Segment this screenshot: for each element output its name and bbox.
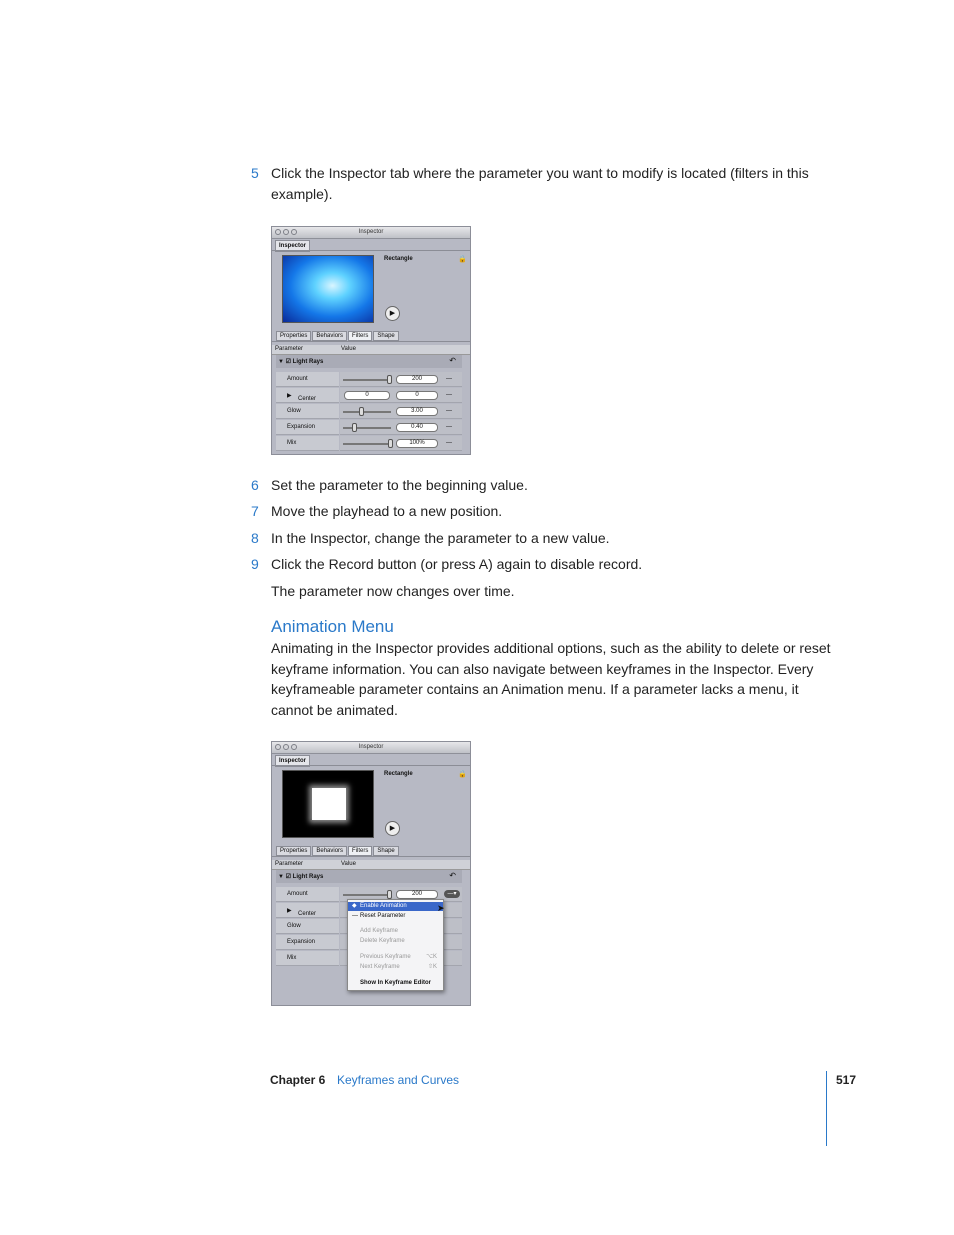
filter-label: ▼ ☑ Light Rays bbox=[278, 359, 324, 365]
slider-thumb[interactable] bbox=[352, 423, 357, 432]
param-name: Expansion bbox=[287, 424, 316, 430]
animation-menu-button[interactable]: —▾ bbox=[444, 890, 460, 898]
title-bar bbox=[272, 742, 470, 754]
play-icon[interactable]: ▶ bbox=[385, 306, 400, 321]
result-text: The parameter now changes over time. bbox=[271, 583, 515, 599]
preview-thumbnail bbox=[282, 255, 374, 323]
step-number: 5 bbox=[251, 165, 259, 181]
param-name: ▶ Center bbox=[287, 393, 317, 402]
amount-slider[interactable] bbox=[343, 894, 391, 896]
animation-menu-icon[interactable]: — bbox=[446, 424, 452, 430]
object-name: Rectangle bbox=[384, 256, 413, 262]
column-header bbox=[272, 345, 470, 355]
reset-icon[interactable]: ↶ bbox=[449, 356, 456, 365]
param-name: Glow bbox=[287, 923, 301, 929]
footer-divider bbox=[826, 1071, 827, 1146]
lock-icon[interactable]: 🔒 bbox=[458, 771, 467, 778]
footer-chapter: Chapter 6 bbox=[270, 1073, 326, 1087]
shortcut: ⇧K bbox=[427, 964, 437, 970]
window-title: Inspector bbox=[358, 229, 384, 235]
animation-menu-icon[interactable]: — bbox=[446, 376, 452, 382]
tab-shape[interactable]: Shape bbox=[373, 331, 398, 341]
center-y-field[interactable]: 0 bbox=[396, 391, 438, 400]
step-text: Click the Inspector tab where the parameter you want to modify is located (filters in this example). bbox=[271, 165, 809, 202]
expansion-slider[interactable] bbox=[343, 427, 391, 429]
glow-slider[interactable] bbox=[343, 411, 391, 413]
tab-shape[interactable]: Shape bbox=[373, 846, 398, 856]
param-name: Mix bbox=[287, 955, 297, 961]
param-name: ▶ Center bbox=[287, 908, 317, 917]
slider-thumb[interactable] bbox=[359, 407, 364, 416]
tab-inspector[interactable]: Inspector bbox=[275, 240, 310, 252]
animation-popup-menu bbox=[347, 899, 444, 991]
param-row-center bbox=[276, 388, 462, 403]
tab-filters[interactable]: Filters bbox=[348, 331, 372, 341]
param-name: Amount bbox=[287, 891, 308, 897]
inspector-subtabs bbox=[276, 331, 400, 341]
col-parameter: Parameter bbox=[275, 861, 304, 867]
menu-item-enable-animation[interactable]: ◆ Enable Animation bbox=[348, 902, 443, 911]
tab-properties[interactable]: Properties bbox=[276, 846, 311, 856]
step-text: Click the Record button (or press A) again to disable record. bbox=[271, 556, 643, 572]
amount-slider[interactable] bbox=[343, 379, 391, 381]
param-row-mix bbox=[276, 436, 462, 451]
slider-thumb[interactable] bbox=[387, 890, 392, 899]
mix-slider[interactable] bbox=[343, 443, 391, 445]
param-name: Expansion bbox=[287, 939, 316, 945]
menu-item-reset-parameter[interactable]: — Reset Parameter bbox=[352, 913, 406, 919]
center-x-field[interactable]: 0 bbox=[344, 391, 390, 400]
section-heading: Animation Menu bbox=[271, 617, 394, 636]
expansion-value-field[interactable]: 0.40 bbox=[396, 423, 438, 432]
tab-inspector[interactable]: Inspector bbox=[275, 755, 310, 767]
tab-properties[interactable]: Properties bbox=[276, 331, 311, 341]
step-number: 6 bbox=[251, 477, 259, 493]
slider-thumb[interactable] bbox=[387, 375, 392, 384]
menu-item-next-keyframe[interactable]: Next Keyframe ⇧K bbox=[360, 964, 437, 970]
reset-icon[interactable]: ↶ bbox=[449, 871, 456, 880]
animation-menu-icon[interactable]: — bbox=[446, 392, 452, 398]
param-name: Mix bbox=[287, 440, 297, 446]
menu-item-add-keyframe[interactable]: Add Keyframe bbox=[360, 928, 399, 934]
step-number: 8 bbox=[251, 530, 259, 546]
amount-value-field[interactable]: 200 bbox=[396, 375, 438, 384]
inspector-screenshot-filters bbox=[271, 226, 471, 455]
preview-thumbnail bbox=[282, 770, 374, 838]
lock-icon[interactable]: 🔒 bbox=[458, 256, 467, 263]
slider-thumb[interactable] bbox=[388, 439, 393, 448]
animation-menu-icon[interactable]: — bbox=[446, 440, 452, 446]
filter-label: ▼ ☑ Light Rays bbox=[278, 874, 324, 880]
window-title: Inspector bbox=[358, 744, 384, 750]
filter-section-header[interactable] bbox=[276, 355, 462, 368]
object-name: Rectangle bbox=[384, 771, 413, 777]
play-icon[interactable]: ▶ bbox=[385, 821, 400, 836]
title-bar bbox=[272, 227, 470, 239]
tab-behaviors[interactable]: Behaviors bbox=[312, 846, 347, 856]
col-value: Value bbox=[341, 346, 356, 352]
col-parameter: Parameter bbox=[275, 346, 304, 352]
filter-section-header[interactable] bbox=[276, 870, 462, 883]
tab-filters[interactable]: Filters bbox=[348, 846, 372, 856]
page-number: 517 bbox=[836, 1073, 857, 1087]
param-row-glow bbox=[276, 404, 462, 419]
footer-chapter-title[interactable]: Keyframes and Curves bbox=[337, 1073, 460, 1087]
param-name: Glow bbox=[287, 408, 301, 414]
section-body: Animating in the Inspector provides additional options, such as the ability to delete or reset keyframe information. You can also navigate between keyframes in the Inspector. Every keyframeable parameter contains an Animation menu. If a parameter lacks a menu, it cannot be animated. bbox=[271, 640, 831, 718]
step-text: Set the parameter to the beginning value. bbox=[271, 477, 528, 493]
amount-value-field[interactable]: 200 bbox=[396, 890, 438, 899]
param-row-amount bbox=[276, 372, 462, 387]
menu-item-previous-keyframe[interactable]: Previous Keyframe ⌥K bbox=[360, 954, 437, 960]
animation-menu-icon[interactable]: — bbox=[446, 408, 452, 414]
shortcut: ⌥K bbox=[426, 954, 437, 960]
param-name: Amount bbox=[287, 376, 308, 382]
step-number: 9 bbox=[251, 556, 259, 572]
inspector-screenshot-animation-menu bbox=[271, 741, 471, 1006]
tab-behaviors[interactable]: Behaviors bbox=[312, 331, 347, 341]
mix-value-field[interactable]: 100% bbox=[396, 439, 438, 448]
mouse-cursor-icon: ➤ bbox=[437, 903, 445, 913]
menu-item-show-in-keyframe-editor[interactable]: Show In Keyframe Editor bbox=[360, 980, 432, 986]
menu-item-delete-keyframe[interactable]: Delete Keyframe bbox=[360, 938, 405, 944]
step-number: 7 bbox=[251, 503, 259, 519]
param-row-expansion bbox=[276, 420, 462, 435]
step-text: Move the playhead to a new position. bbox=[271, 503, 503, 519]
glow-value-field[interactable]: 3.00 bbox=[396, 407, 438, 416]
col-value: Value bbox=[341, 861, 356, 867]
column-header bbox=[272, 860, 470, 870]
step-text: In the Inspector, change the parameter to a new value. bbox=[271, 530, 610, 546]
inspector-subtabs bbox=[276, 846, 400, 856]
